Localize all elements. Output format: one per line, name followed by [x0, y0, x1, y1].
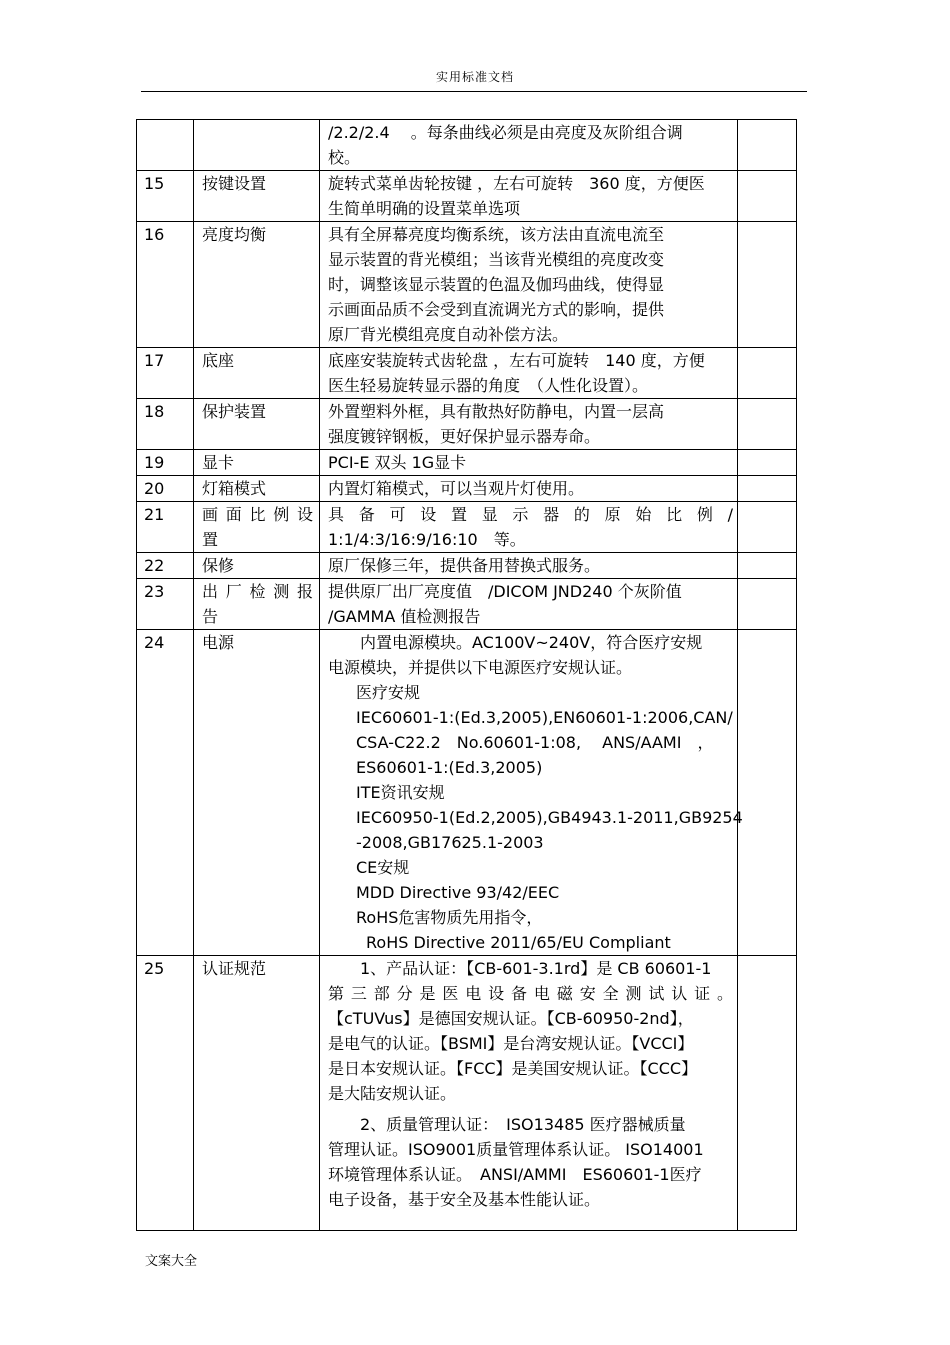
- row-item: [194, 502, 320, 553]
- row-item: 保修: [194, 553, 320, 579]
- desc-line: 生简单明确的设置菜单选项: [328, 199, 521, 218]
- cert-paragraph-line: 电子设备，基于安全及基本性能认证。: [328, 1190, 601, 1209]
- row-description: [320, 120, 738, 171]
- desc-line: /2.2/2.4 。每条曲线必须是由亮度及灰阶组合调: [328, 123, 683, 142]
- table-row: [137, 222, 797, 348]
- header-divider: [141, 91, 807, 92]
- desc-line: 底座安装旋转式齿轮盘 ，左右可旋转 140 度，方便: [328, 351, 705, 370]
- cert-line: -2008,GB17625.1-2003: [356, 833, 544, 852]
- row-number: 20: [137, 476, 194, 502]
- page-footer: 文案大全: [145, 1254, 198, 1269]
- row-description: [320, 956, 738, 1231]
- row-description: [320, 450, 738, 476]
- table-row: [137, 348, 797, 399]
- row-remark: [738, 553, 797, 579]
- table-row: [137, 120, 797, 171]
- row-number: 18: [137, 399, 194, 450]
- cert-paragraph-line: 是电气的认证。【BSMI】是台湾安规认证。【VCCI】: [328, 1034, 694, 1053]
- cert-paragraph-line: 环境管理体系认证。 ANSI/AMMI ES60601-1医疗: [328, 1165, 702, 1184]
- row-number: 24: [137, 630, 194, 956]
- table-row: [137, 399, 797, 450]
- row-number: 17: [137, 348, 194, 399]
- cert-line: 医疗安规: [356, 683, 421, 702]
- row-description: [320, 630, 743, 956]
- row-number: 15: [137, 171, 194, 222]
- cert-line: CSA-C22.2 No.60601-1:08, ANS/AAMI ，: [356, 733, 714, 752]
- desc-line: 具 备 可 设 置 显 示 器 的 原 始 比 例 /: [328, 505, 733, 524]
- page-header: 实用标准文档: [435, 70, 514, 84]
- cert-paragraph-line: 2、质量管理认证： ISO13485 医疗器械质量: [360, 1115, 686, 1134]
- cert-paragraph-line: 管理认证。ISO9001质量管理体系认证。 ISO14001: [328, 1140, 704, 1159]
- row-description: [320, 579, 738, 630]
- row-description: [320, 171, 738, 222]
- cert-line: ES60601-1:(Ed.3,2005): [356, 758, 543, 777]
- cert-line: CE安规: [356, 858, 410, 877]
- cert-paragraph-line: 是日本安规认证。【FCC】是美国安规认证。【CCC】: [328, 1059, 698, 1078]
- row-description: [320, 348, 738, 399]
- desc-line: 外置塑料外框，具有散热好防静电，内置一层高: [328, 402, 665, 421]
- row-item: 保护装置: [194, 399, 320, 450]
- cert-paragraph-line: 第 三 部 分 是 医 电 设 备 电 磁 安 全 测 试 认 证 。: [328, 984, 733, 1003]
- row-description: [320, 553, 738, 579]
- row-item: 按键设置: [194, 171, 320, 222]
- desc-line: 具有全屏幕亮度均衡系统，该方法由直流电流至: [328, 225, 665, 244]
- desc-line: 原厂背光模组亮度自动补偿方法。: [328, 325, 569, 344]
- desc-line: 原厂保修三年，提供备用替换式服务。: [328, 556, 601, 575]
- desc-line: 医生轻易旋转显示器的角度 （人性化设置）。: [328, 376, 649, 395]
- desc-line: PCI-E 双头 1G显卡: [328, 453, 467, 472]
- item-line: 置: [202, 530, 219, 549]
- cert-line: RoHS危害物质先用指令，: [356, 908, 543, 927]
- desc-line: 内置电源模块。AC100V~240V，符合医疗安规: [360, 633, 703, 652]
- row-item: 电源: [194, 630, 320, 956]
- row-description: [320, 476, 738, 502]
- desc-line: 提供原厂出厂亮度值 /DICOM JND240 个灰阶值: [328, 582, 682, 601]
- row-number: 16: [137, 222, 194, 348]
- row-remark: [738, 579, 797, 630]
- cert-paragraph-line: 是大陆安规认证。: [328, 1084, 457, 1103]
- desc-line: 电源模块，并提供以下电源医疗安规认证。: [328, 658, 633, 677]
- row-number: 21: [137, 502, 194, 553]
- item-line: 出 厂 检 测 报: [202, 582, 313, 601]
- spec-table: [136, 119, 797, 1231]
- table-row: [137, 579, 797, 630]
- row-description: [320, 502, 738, 553]
- cert-line: IEC60950-1(Ed.2,2005),GB4943.1-2011,GB9254: [356, 808, 743, 827]
- cert-line: IEC60601-1:(Ed.3,2005),EN60601-1:2006,CAN/: [356, 708, 733, 727]
- row-number: [137, 120, 194, 171]
- desc-line: /GAMMA 值检测报告: [328, 607, 481, 626]
- row-remark: [738, 222, 797, 348]
- row-remark: [738, 171, 797, 222]
- row-description: [320, 399, 738, 450]
- desc-line: 1:1/4:3/16:9/16:10 等。: [328, 530, 526, 549]
- cert-line: RoHS Directive 2011/65/EU Compliant: [366, 933, 671, 952]
- row-remark: [738, 399, 797, 450]
- row-description: [320, 222, 738, 348]
- table-row: [137, 502, 797, 553]
- row-remark: [738, 630, 797, 956]
- table-row: [137, 553, 797, 579]
- row-number: 23: [137, 579, 194, 630]
- desc-line: 显示装置的背光模组；当该背光模组的亮度改变: [328, 250, 665, 269]
- row-number: 22: [137, 553, 194, 579]
- row-item: 认证规范: [194, 956, 320, 1231]
- row-item: [194, 579, 320, 630]
- row-remark: [738, 120, 797, 171]
- row-remark: [738, 502, 797, 553]
- cert-paragraph-line: 【cTUVus】是德国安规认证。【CB-60950-2nd】，: [328, 1009, 694, 1028]
- row-item: 灯箱模式: [194, 476, 320, 502]
- desc-line: 时，调整该显示装置的色温及伽玛曲线，使得显: [328, 275, 665, 294]
- desc-line: 示画面品质不会受到直流调光方式的影响，提供: [328, 300, 665, 319]
- row-remark: [738, 348, 797, 399]
- table-row: [137, 450, 797, 476]
- table-row: [137, 956, 797, 1231]
- table-row: [137, 630, 797, 956]
- row-number: 25: [137, 956, 194, 1231]
- desc-line: 旋转式菜单齿轮按键 ，左右可旋转 360 度，方便医: [328, 174, 705, 193]
- desc-line: 内置灯箱模式，可以当观片灯使用。: [328, 479, 585, 498]
- row-remark: [738, 476, 797, 502]
- item-line: 告: [202, 607, 219, 626]
- row-number: 19: [137, 450, 194, 476]
- table-row: [137, 476, 797, 502]
- row-remark: [738, 956, 797, 1231]
- cert-line: MDD Directive 93/42/EEC: [356, 883, 560, 902]
- cert-paragraph-line: 1、产品认证：【CB-601-3.1rd】是 CB 60601-1: [360, 959, 712, 978]
- row-item: 显卡: [194, 450, 320, 476]
- desc-line: 强度镀锌钢板，更好保护显示器寿命。: [328, 427, 601, 446]
- cert-line: ITE资讯安规: [356, 783, 445, 802]
- row-item: 底座: [194, 348, 320, 399]
- row-item: [194, 120, 320, 171]
- table-row: [137, 171, 797, 222]
- row-item: 亮度均衡: [194, 222, 320, 348]
- row-remark: [738, 450, 797, 476]
- desc-line: 校。: [328, 148, 361, 167]
- item-line: 画 面 比 例 设: [202, 505, 313, 524]
